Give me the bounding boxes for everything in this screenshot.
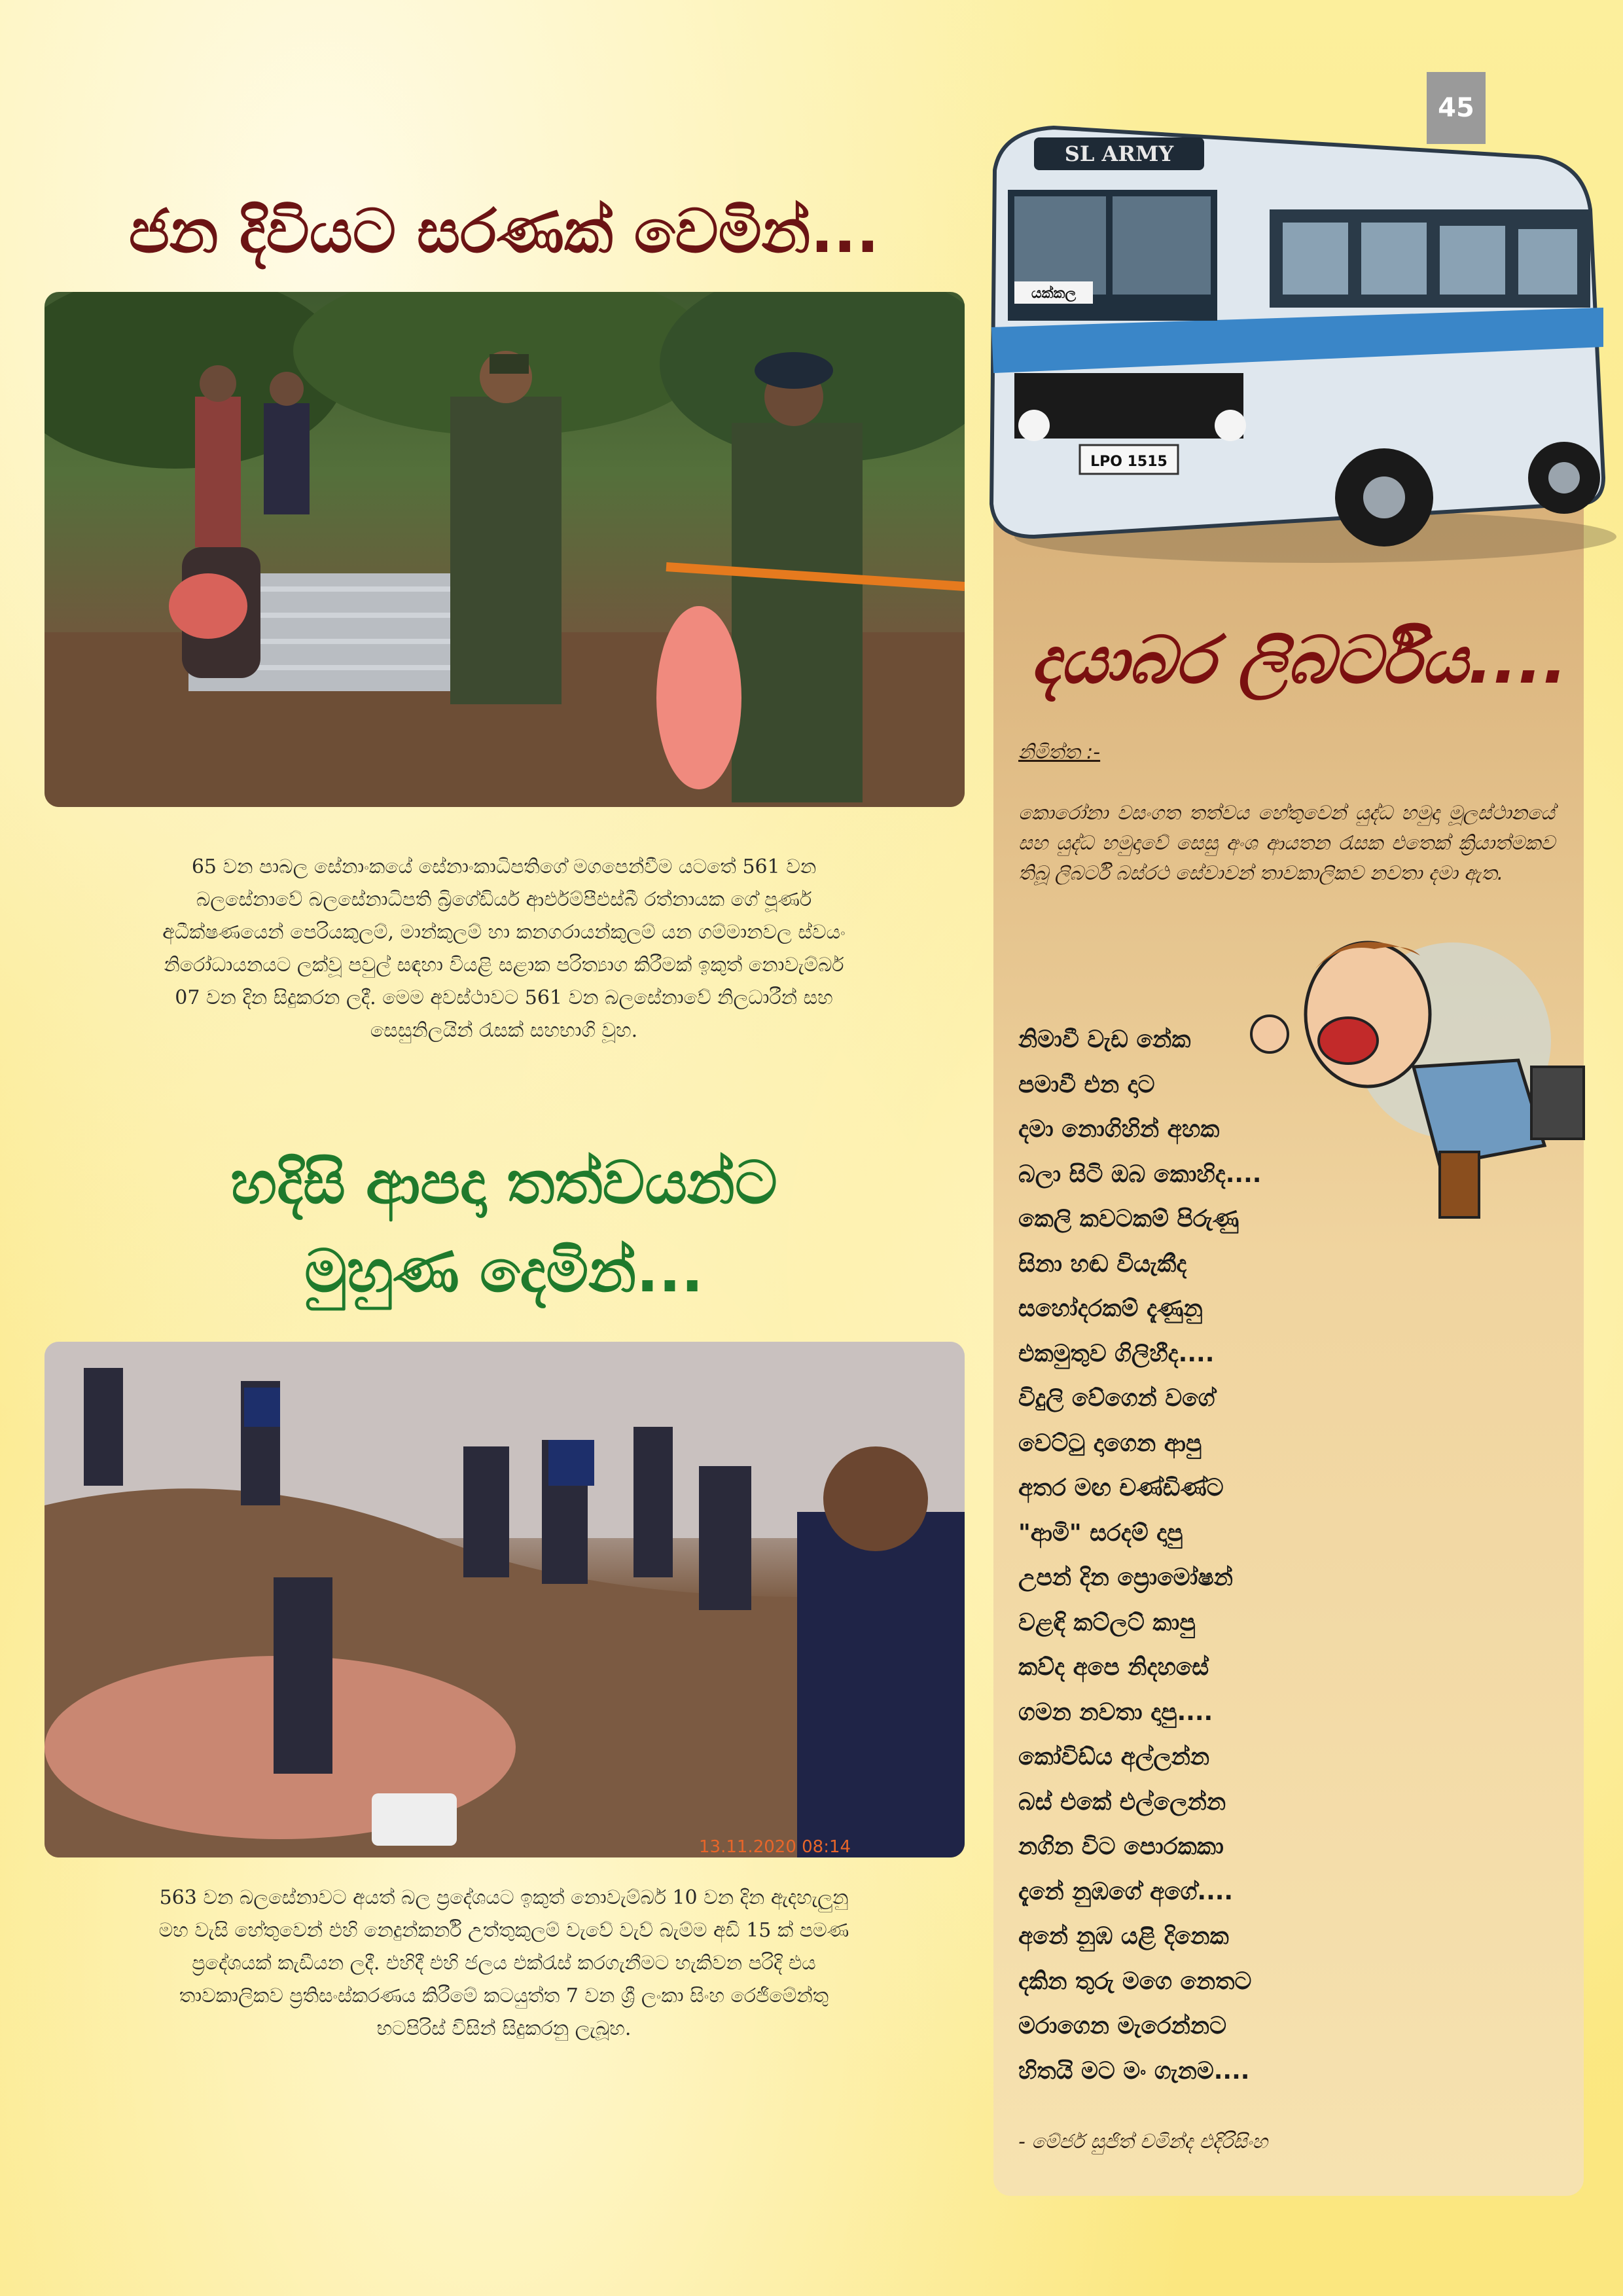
- article2-caption: 563 වන බලසේනාවට අයත් බල ප්‍රදේශයට ඉකුත් නොවැම්බර් 10 වන දින ඇදහැලුනු මහ වැසි හේතුවෙන් එහි නෙදුන්කර්නි උත්තුකුලම් වැවේ වැව් බැම්ම අඩි 15 ක් පමණ ප්‍රදේශයක් කැඩීයන ලදී. එහිදී එහි ජලය එක්රැස් කරගැනීමට හැකිවන පරිදි එය තාවකාලිකව ප්‍රතිසංස්කරණය කිරීමේ කටයුත්ත 7 වන ශ්‍රී ලංකා සිංහ රෙජිමේන්තු භටපිරිස් විසින් සිදුකරනු ලැබූහ.: [158, 1886, 849, 2040]
- poem-line: "ආමි" සරදම් දාපු: [1018, 1519, 1183, 1547]
- page-number: 45: [1427, 72, 1486, 144]
- poem-line: බස් එකේ එල්ලෙන්න: [1018, 1788, 1226, 1816]
- article2-heading-line2: මුහුණ දෙමින්...: [304, 1237, 704, 1306]
- poem-line: උපන් දින ප්‍රොමෝෂන්: [1018, 1564, 1233, 1591]
- poem-line: බලා සිටි ඔබ කොහිද....: [1018, 1160, 1262, 1188]
- article1-caption: 65 වන පාබල සේනාංකයේ සේනාංකාධිපතිගේ මගපෙන්වීම යටතේ 561 වන බලසේනාවේ බලසේනාධිපති බ්‍රිගේඩියර් ආර්එම්පීඑස්බී රත්නායක ගේ පූර්ණ අධීක්ෂණයෙන් පෙරියකුලම්, මාන්කුලම් හා කනගරායන්කුලම් යන ගම්මානවල ස්වයං නිරෝධායනයට ලක්වූ පවුල් සඳහා වියළි සළාක පරිත්‍යාග කිරීමක් ඉකුත් නොවැම්බර් 07 වන දින සිදුකරන ලදී. මෙම අවස්ථාවට 561 වන බලසේනාවේ නිලධාරීන් සහ සෙසුනිලයින් රැසක් සහභාගි වූහ.: [162, 855, 846, 1042]
- poem-line: වළඳි කට්ලට් කාපු: [1018, 1609, 1196, 1636]
- poem-line: කෝවිඩ්ය අල්ලන්න: [1018, 1744, 1210, 1770]
- poem-line: පමාවී එන දාට: [1018, 1071, 1155, 1098]
- poem-author: - මේජර් සුජිත් චමින්ද එදිරිසිංහ: [1018, 2130, 1268, 2153]
- article2-heading: [46, 1139, 962, 1316]
- poem-line: ගමන නවතා දාපු....: [1018, 1698, 1213, 1726]
- bus-illustration: [975, 111, 1623, 569]
- article1-heading: ජන දිවියට සරණක් වෙමින්...: [128, 196, 880, 266]
- poem-line: කව්ද අපෙ නිදහසේ: [1018, 1654, 1209, 1681]
- article2-photo: [45, 1342, 965, 1857]
- article1-photo: [45, 292, 965, 807]
- poem-lines: [1018, 1018, 1346, 2094]
- poem-line: සිනා හඬ වියැකීද: [1018, 1250, 1187, 1278]
- poem-line: මරාගෙන මැරෙන්නට: [1018, 2013, 1227, 2039]
- poem-line: දකින තුරු මගෙ නෙතට: [1018, 1967, 1252, 1995]
- bus-license-plate: LPO 1515: [1090, 454, 1168, 470]
- poem-line: හිතයි මට මං ගැනම....: [1018, 2057, 1250, 2085]
- poem-line: එකමුතුව ගිලිහීද....: [1018, 1340, 1215, 1367]
- photo-timestamp: 13.11.2020 08:14: [699, 1837, 851, 1857]
- bus-destination-sign: SL ARMY: [1064, 141, 1174, 166]
- poem-line: නිමාවී වැඩ නේක: [1018, 1026, 1191, 1053]
- reason-label: නිමිත්ත :-: [1018, 741, 1101, 764]
- poem-line: කෙලි කවටකම් පිරුණු: [1018, 1206, 1240, 1232]
- article2-heading-line1: හදිසි ආපදා තත්වයන්ට: [230, 1149, 777, 1217]
- poem-line: දමා නොගිහින් අහක: [1018, 1116, 1220, 1143]
- poem-line: විදුලි වේගෙන් වගේ: [1018, 1385, 1215, 1412]
- poem-line: නගින විට පොරකකා: [1018, 1833, 1224, 1860]
- reason-text: කොරෝනා වසංගත තත්වය හේතුවෙන් යුද්ධ හමුදා මූලස්ථානයේ සහ යුද්ධ හමුදාවේ සෙසු අංශ ආයතන රැසක එතෙක් ක්‍රියාත්මකව තිබූ ලිබර්ටි බස්රථ සේවාවන් තාවකාලිකව නවතා දමා ඇත.: [1018, 802, 1555, 885]
- bus-route-label: යක්කල: [1031, 285, 1077, 302]
- poem-line: වෙට්ටු දාගෙන ආපු: [1018, 1429, 1202, 1457]
- poem-line: අතර මඟ චණ්ඩිණ්ට: [1018, 1475, 1224, 1501]
- poem-line: අනේ නුඹ යළි දිනෙක: [1018, 1923, 1229, 1950]
- poem-line: සහෝදරකම් දැණුනු: [1018, 1295, 1203, 1322]
- poem-line: දැනේ නුඹගේ අගේ....: [1018, 1878, 1234, 1905]
- poem-title: දයාබර ලිබර්ටිය....: [1031, 622, 1567, 698]
